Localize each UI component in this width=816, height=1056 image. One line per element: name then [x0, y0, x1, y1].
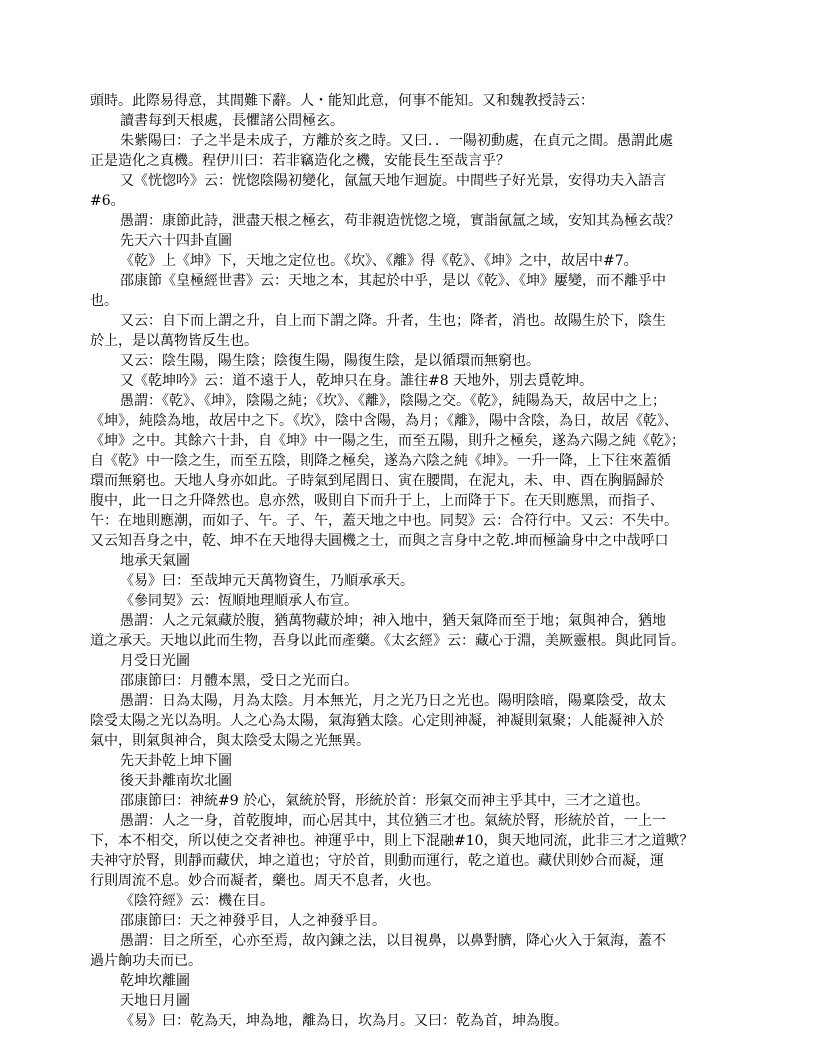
- text-line: 陰受太陽之光以為明。人之心為太陽，氣海猶太陰。心定則神凝，神凝則氣聚；人能凝神入於: [90, 713, 664, 729]
- text-line: 又云知吾身之中，乾、坤不在天地得夫圓機之士，而與之言身中之乾.坤而極論身中之中哉呼口: [90, 533, 669, 549]
- text-line: 下，本不相交，所以使之交者神也。神運乎中，則上下混融#10，與天地同流，此非三才之道歟？: [90, 833, 694, 849]
- text-line: 道之承天。天地以此而生物，吾身以此而產藥。《太玄經》云：藏心于淵，美厥靈根。與此同旨。: [90, 633, 685, 649]
- section-heading: 先天卦乾上坤下圖: [120, 753, 232, 769]
- text-line: 行則周流不息。妙合而凝者，藥也。周天不息者，火也。: [90, 873, 440, 889]
- text-line: 《易》曰：乾為天，坤為地，離為日，坎為月。又曰：乾為首，坤為腹。: [120, 1013, 568, 1029]
- text-line: 愚謂：目之所至，心亦至焉，故內鍊之法，以目視鼻，以鼻對臍，降心火入于氣海，蓋不: [120, 933, 666, 949]
- text-line: 《坤》，純陰為地，故居中之下。《坎》，陰中含陽，為月；《離》，陽中含陰，為日，故居《乾》、: [90, 413, 678, 429]
- text-line: 《乾》上《坤》下，天地之定位也。《坎》、《離》得《乾》、《坤》之中，故居中#7。: [120, 253, 638, 269]
- text-line: 邵康節曰：神統#9 於心，氣統於腎，形統於首：形氣交而神主乎其中，三才之道也。: [120, 793, 650, 809]
- text-line: 午：在地則應潮，而如子、午。子、午，蓋天地之中也。同契》云：合符行中。又云：不失中。: [90, 513, 678, 529]
- text-line: 邵康節曰：月體本黑，受日之光而白。: [120, 673, 358, 689]
- text-line: 《坤》之中。其餘六十卦，自《坤》中一陽之生，而至五陽，則升之極矣，遂為六陽之純《乾》；: [90, 433, 685, 449]
- text-line: 朱紫陽曰：子之半是未成子，方離於亥之時。又曰．．一陽初動處，在貞元之間。愚謂此處: [120, 133, 673, 149]
- text-line: 《參同契》云：恆順地理順承人布宣。: [120, 593, 358, 609]
- text-line: 也。: [90, 293, 118, 309]
- text-line: 《易》曰：至哉坤元天萬物資生，乃順承承天。: [120, 573, 414, 589]
- text-line: 腹中，此一日之升降然也。息亦然，吸則自下而升于上，上而降于下。在天則應黑，而指子、: [90, 493, 664, 509]
- text-line: 又《恍惚吟》云：恍惚陰陽初變化，氤氲天地乍迴旋。中間些子好光景，安得功夫入語言: [120, 173, 666, 189]
- text-line: 又云：自下而上謂之升，自上而下謂之降。升者，生也；降者，消也。故陽生於下，陰生: [120, 313, 666, 329]
- text-line: 又云：陰生陽，陽生陰；陰復生陽，陽復生陰，是以循環而無窮也。: [120, 353, 540, 369]
- text-line: 頭時。此際易得意，其間難下辭。人・能知此意，何事不能知。又和魏教授詩云：: [90, 93, 594, 109]
- text-line: #6。: [90, 193, 125, 209]
- text-line: 過片餉功夫而已。: [90, 953, 202, 969]
- section-heading: 天地日月圖: [120, 993, 190, 1009]
- text-line: 愚謂：康節此詩，泄盡天根之極玄，苟非親造恍惚之境，實詣氤氲之域，安知其為極玄哉？: [120, 213, 680, 229]
- text-line: 夫神守於腎，則靜而藏伏，坤之道也；守於首，則動而運行，乾之道也。藏伏則妙合而凝，運: [90, 853, 664, 869]
- text-line: 於上，是以萬物皆反生也。: [90, 333, 258, 349]
- text-line: 氣中，則氣與神合，與太陰受太陽之光無異。: [90, 733, 370, 749]
- text-line: 愚謂：人之一身，首乾腹坤，而心居其中，其位猶三才也。氣統於腎，形統於首，一上一: [120, 813, 666, 829]
- text-line: 環而無窮也。天地人身亦如此。子時氣到尾閭日、寅在腰間，在泥丸，未、申、酉在胸膈歸於: [90, 473, 664, 489]
- section-heading: 後天卦離南坎北圖: [120, 773, 232, 789]
- text-line: 邵康節《皇極經世書》云：天地之本，其起於中乎，是以《乾》、《坤》屢變，而不離乎中: [120, 273, 666, 289]
- section-heading: 月受日光圖: [120, 653, 190, 669]
- text-line: 讀書每到天根處，長懼諸公問極玄。: [120, 113, 344, 129]
- text-line: 正是造化之真機。程伊川曰：若非竊造化之機，安能長生至哉言乎？: [90, 153, 510, 169]
- text-line: 愚謂：日為太陽，月為太陰。月本無光，月之光乃日之光也。陽明陰暗，陽稟陰受，故太: [120, 693, 666, 709]
- section-heading: 先天六十四卦直圖: [120, 233, 232, 249]
- text-line: 邵康節曰：天之神發乎目，人之神發乎目。: [120, 913, 386, 929]
- text-line: 愚謂：人之元氣藏於腹，猶萬物藏於坤；神入地中，猶天氣降而至于地；氣與神合，猶地: [120, 613, 666, 629]
- section-heading: 地承天氣圖: [120, 553, 190, 569]
- section-heading: 乾坤坎離圖: [120, 973, 190, 989]
- text-line: 《陰符經》云：機在目。: [120, 893, 274, 909]
- text-line: 自《乾》中一陰之生，而至五陰，則降之極矣，遂為六陰之純《坤》。一升一降，上下往來蓋循: [90, 453, 671, 469]
- text-line: 又《乾坤吟》云：道不遠于人，乾坤只在身。誰往#8 天地外，別去覓乾坤。: [120, 373, 594, 389]
- text-line: 愚謂：《乾》、《坤》，陰陽之純；《坎》、《離》，陰陽之交。《乾》，純陽為天，故居中之上；: [120, 393, 666, 409]
